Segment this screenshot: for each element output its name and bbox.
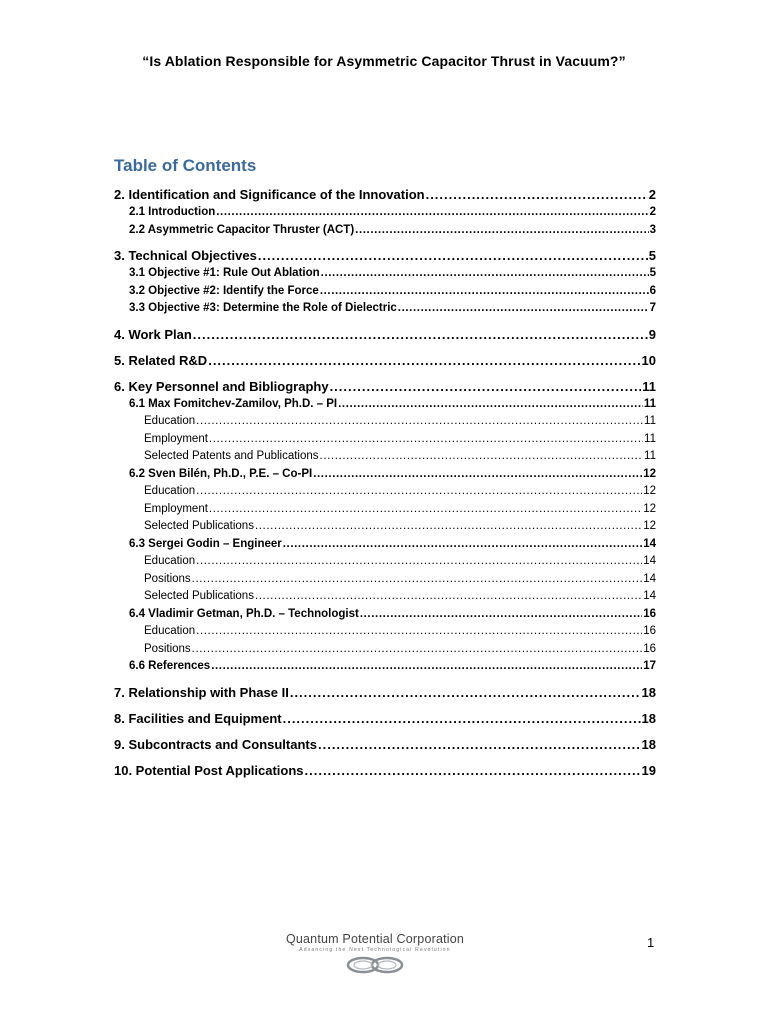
toc-dot-leader (318, 735, 641, 754)
toc-dot-leader (211, 658, 642, 676)
toc-entry-page: 10 (641, 352, 656, 368)
toc-entry-page: 12 (643, 467, 656, 480)
toc-entry[interactable] (114, 735, 656, 754)
toc-entry[interactable] (114, 683, 656, 702)
toc-entry-page: 11 (644, 415, 656, 427)
toc-entry[interactable] (114, 761, 656, 780)
toc-entry-label: 3. Technical Objectives (114, 248, 257, 263)
toc-dot-leader (255, 518, 642, 536)
page-number: 1 (647, 935, 655, 950)
toc-entry-label: Positions (144, 572, 191, 585)
toc-entry-page: 18 (641, 736, 656, 752)
toc-entry[interactable] (114, 623, 656, 641)
toc-entry-label: 9. Subcontracts and Consultants (114, 736, 317, 752)
toc-entry-label: Selected Publications (144, 590, 254, 602)
toc-entry-label: 6.6 References (129, 660, 211, 672)
toc-entry-label: 6.1 Max Fomitchev-Zamilov, Ph.D. – PI (129, 397, 338, 410)
toc-entry-label: Education (144, 555, 196, 567)
toc-entry[interactable] (114, 709, 656, 728)
toc-dot-leader (313, 466, 642, 484)
toc-entry-page: 14 (643, 590, 656, 602)
toc-entry-label: 2.1 Introduction (129, 206, 216, 218)
toc-entry[interactable] (114, 351, 656, 370)
toc-entry-page: 6 (649, 284, 656, 297)
toc-entry[interactable] (114, 606, 656, 624)
toc-dot-leader (196, 483, 642, 501)
toc-entry[interactable] (114, 641, 656, 659)
toc-entry-page: 7 (649, 302, 656, 314)
toc-entry-label: 3.2 Objective #2: Identify the Force (129, 284, 319, 297)
toc-dot-leader (360, 606, 642, 624)
toc-entry-label: 6. Key Personnel and Bibliography (114, 378, 329, 394)
toc-entry-page: 16 (643, 642, 656, 655)
toc-entry[interactable] (114, 283, 656, 301)
toc-entry-page: 2 (649, 206, 656, 218)
toc-entry-page: 11 (642, 378, 656, 394)
toc-entry-label: Education (144, 625, 196, 637)
toc-entry-label: 4. Work Plan (114, 326, 192, 342)
toc-dot-leader (193, 325, 648, 344)
toc-entry[interactable] (114, 536, 656, 554)
toc-dot-leader (355, 222, 648, 240)
toc-entry-page: 11 (643, 397, 656, 410)
toc-dot-leader (192, 641, 643, 659)
toc-entry-label: 6.4 Vladimir Getman, Ph.D. – Technologist (129, 607, 359, 620)
toc-entry[interactable] (114, 571, 656, 589)
footer-tagline: Advancing the Next Technological Revolution (299, 947, 451, 953)
toc-entry[interactable] (114, 185, 656, 204)
toc-entry[interactable] (114, 396, 656, 414)
toc-entry-page: 12 (643, 502, 656, 515)
toc-dot-leader (196, 623, 642, 641)
toc-entry-page: 3 (649, 223, 656, 236)
toc-heading: Table of Contents (114, 156, 257, 175)
toc-entry-page: 11 (644, 432, 656, 445)
toc-entry[interactable] (114, 222, 656, 240)
toc-entry-page: 5 (649, 267, 656, 279)
toc-entry-label: 8. Facilities and Equipment (114, 710, 282, 726)
toc-entry-label: Employment (144, 502, 208, 515)
toc-dot-leader (320, 283, 649, 301)
toc-entry-page: 5 (648, 248, 656, 263)
toc-dot-leader (209, 431, 643, 449)
toc-entry-label: 3.3 Objective #3: Determine the Role of Dielectric (129, 302, 397, 314)
toc-dot-leader (283, 536, 642, 554)
toc-entry[interactable] (114, 483, 656, 501)
toc-entry-page: 16 (643, 625, 656, 637)
toc-entry-page: 18 (641, 684, 656, 700)
toc-entry[interactable] (114, 448, 656, 466)
toc-entry[interactable] (114, 246, 656, 265)
toc-dot-leader (192, 571, 643, 589)
toc-entry-label: 5. Related R&D (114, 352, 208, 368)
toc-entry-page: 14 (643, 555, 656, 567)
toc-dot-leader (330, 377, 642, 396)
toc-dot-leader (321, 265, 649, 283)
toc-entry-label: Positions (144, 642, 191, 655)
toc-entry[interactable] (114, 413, 656, 431)
toc-dot-leader (255, 588, 642, 606)
toc-dot-leader (290, 683, 641, 702)
toc-entry-label: 3.1 Objective #1: Rule Out Ablation (129, 267, 320, 279)
toc-dot-leader (216, 204, 648, 222)
toc-entry-label: Education (144, 485, 196, 497)
toc-entry[interactable] (114, 588, 656, 606)
toc-entry[interactable] (114, 518, 656, 536)
toc-dot-leader (196, 413, 643, 431)
toc-entry-label: 10. Potential Post Applications (114, 762, 304, 778)
toc-entry[interactable] (114, 204, 656, 222)
toc-dot-leader (196, 553, 642, 571)
toc-dot-leader (338, 396, 643, 414)
toc-entry-label: Selected Patents and Publications (144, 450, 319, 462)
toc-entry-label: 6.3 Sergei Godin – Engineer (129, 537, 282, 550)
toc-entry-page: 18 (641, 710, 656, 726)
toc-entry[interactable] (114, 658, 656, 676)
toc-dot-leader (258, 246, 648, 265)
toc-entry-label: 6.2 Sven Bilén, Ph.D., P.E. – Co-PI (129, 467, 313, 480)
toc-entry-page: 14 (643, 537, 656, 550)
toc-entry-page: 19 (641, 762, 656, 778)
toc-entry[interactable] (114, 553, 656, 571)
toc-entry[interactable] (114, 265, 656, 283)
infinity-loop-icon (260, 955, 490, 980)
toc-entry[interactable] (114, 300, 656, 318)
toc-entry-label: 7. Relationship with Phase II (114, 684, 289, 700)
toc-dot-leader (208, 351, 640, 370)
toc-entry-page: 17 (643, 660, 656, 672)
toc-entry[interactable] (114, 466, 656, 484)
toc-entry-label: Selected Publications (144, 520, 254, 532)
toc-entry-page: 16 (643, 607, 656, 620)
toc-entry-page: 14 (643, 572, 656, 585)
toc-entry-page: 11 (644, 450, 656, 462)
toc-entry-page: 12 (643, 520, 656, 532)
document-title: “Is Ablation Responsible for Asymmetric Capacitor Thrust in Vacuum?” (142, 53, 626, 69)
toc-entry-page: 2 (648, 187, 656, 202)
table-of-contents (114, 185, 656, 780)
toc-dot-leader (305, 761, 641, 780)
toc-dot-leader (283, 709, 641, 728)
toc-entry[interactable] (114, 325, 656, 344)
toc-entry-page: 9 (648, 326, 656, 342)
toc-entry-label: 2. Identification and Significance of the Innovation (114, 187, 425, 202)
toc-dot-leader (209, 501, 642, 519)
toc-dot-leader (426, 185, 648, 204)
toc-entry-page: 12 (643, 485, 656, 497)
toc-entry[interactable] (114, 377, 656, 396)
toc-entry-label: Employment (144, 432, 208, 445)
footer-company-name: Quantum Potential Corporation (285, 932, 465, 946)
footer-logo (260, 932, 490, 980)
toc-entry-label: Education (144, 415, 196, 427)
toc-dot-leader (398, 300, 649, 318)
toc-entry[interactable] (114, 431, 656, 449)
toc-dot-leader (320, 448, 644, 466)
toc-entry[interactable] (114, 501, 656, 519)
toc-entry-label: 2.2 Asymmetric Capacitor Thruster (ACT) (129, 223, 355, 236)
